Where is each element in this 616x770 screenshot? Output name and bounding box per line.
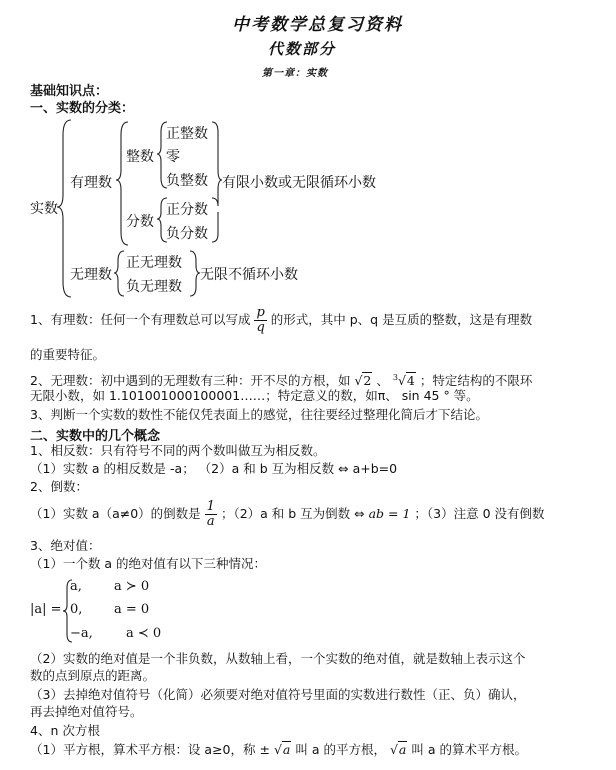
item1-text-b: 的形式，其中 p、q 是互质的整数，这是有理数 (270, 312, 533, 327)
reciprocal-text-a: （1）实数 a（a≠0）的倒数是 (30, 506, 201, 521)
section2-heading: 二、实数中的几个概念 (30, 429, 161, 444)
root-text-b: 叫 a 的平方根， (295, 742, 386, 757)
node-zero: 零 (166, 149, 180, 165)
piecewise-lhs: |a| = (30, 602, 62, 617)
radicand-a-arith: a (398, 742, 407, 757)
root-line (30, 742, 527, 758)
reciprocal-line (30, 500, 545, 529)
absolute-p3-line1: （3）去掉绝对值符号（化简）必须要对绝对值符号里面的实数进行数性（正、负）确认， (30, 687, 526, 702)
case1-value: a, (70, 579, 82, 594)
node-real: 实数 (30, 201, 58, 217)
case3-value: −a, (70, 626, 93, 641)
root-text-c: 叫 a 的算术平方根。 (411, 742, 527, 757)
absolute-p3-line2: 再去掉绝对值符号。 (30, 704, 143, 719)
absolute-line1: （1）一个数 a 的绝对值有以下三种情况： (30, 556, 267, 571)
reciprocal-heading: 2、倒数： (30, 479, 88, 494)
node-nonrepeating: 无限不循环小数 (200, 267, 298, 283)
item3-line: 3、判断一个实数的数性不能仅凭表面上的感觉，往往要经过整理化简后才下结论。 (30, 407, 488, 422)
section1-heading: 一、实数的分类： (30, 101, 135, 116)
brace-fraction-right-low (212, 212, 218, 242)
case1-condition: a ≻ 0 (114, 579, 150, 594)
sqrt-2: √2 (354, 373, 372, 389)
node-negative-integer: 负整数 (166, 173, 208, 189)
reciprocal-text-b: ；（2）a 和 b 互为倒数 ⇔ (220, 506, 365, 521)
brace-irrational (114, 251, 124, 296)
item2-line (30, 370, 532, 389)
root-text-a: （1）平方根，算术平方根：设 a≥0，称 ± (30, 742, 270, 757)
case3-condition: a ≺ 0 (126, 626, 162, 641)
node-fraction: 分数 (126, 214, 154, 230)
item2-line2: 无限小数，如 1.101001000100001……；特定意义的数，如π、 sin 45 ° 等。 (30, 388, 479, 403)
node-positive-fraction: 正分数 (166, 202, 208, 218)
root-index: 3 (392, 373, 398, 382)
item2-text-a: 2、无理数：初中遇到的无理数有三种：开不尽的方根，如 (30, 373, 351, 389)
radicand-4: 4 (406, 373, 415, 389)
node-irrational: 无理数 (70, 267, 112, 283)
fraction-1-over-a (205, 500, 217, 529)
brace-irrational-right (190, 251, 200, 296)
sqrt-a-arith: √a (389, 742, 407, 757)
cube-root-4: $^3$√4 (392, 373, 415, 389)
item1-text-a: 1、有理数：任何一个有理数总可以写成 (30, 312, 251, 327)
chapter-title: 第一章：实数 (262, 68, 328, 79)
absolute-p2-line1: （2）实数的绝对值是一个非负数，从数轴上看，一个实数的绝对值，就是数轴上表示这个 (30, 651, 526, 666)
fraction-denominator: q (256, 320, 265, 335)
item2-text-b: ；特定结构的不限环 (419, 373, 533, 389)
brace-fraction-right (212, 190, 218, 206)
case2-value: 0, (70, 602, 83, 617)
brace-real (57, 120, 71, 297)
opposite-properties: （1）实数 a 的相反数是 -a； （2）a 和 b 互为相反数 ⇔ a+b=0 (30, 461, 398, 476)
node-rational: 有理数 (70, 175, 112, 191)
absolute-p2-line2: 数的点到原点的距离。 (30, 668, 156, 683)
fraction-numerator: 1 (206, 499, 215, 514)
radicand-a: a (282, 742, 291, 757)
doc-subtitle: 代数部分 (268, 40, 337, 58)
reciprocal-text-c: ；（3）注意 0 没有倒数 (414, 506, 545, 521)
basics-heading: 基础知识点： (30, 84, 109, 99)
opposite-definition: 1、相反数：只有符号不同的两个数叫做互为相反数。 (30, 443, 326, 458)
doc-title: 中考数学总复习资料 (232, 15, 403, 35)
node-positive-irrational: 正无理数 (126, 255, 182, 271)
item1-line (30, 306, 532, 335)
item1-line2: 的重要特征。 (30, 347, 106, 362)
brace-integer-right (212, 122, 222, 190)
node-positive-integer: 正整数 (166, 126, 208, 142)
node-integer: 整数 (126, 149, 154, 165)
item2-separator: 、 (376, 373, 389, 389)
fraction-p-over-q (254, 306, 266, 335)
node-negative-irrational: 负无理数 (126, 279, 182, 295)
absolute-heading: 3、绝对值： (30, 538, 101, 553)
fraction-numerator: p (256, 305, 265, 320)
node-finite-decimal: 有限小数或无限循环小数 (222, 175, 376, 191)
radicand-2: 2 (363, 373, 372, 389)
case2-condition: a = 0 (114, 602, 150, 617)
node-negative-fraction: 负分数 (166, 226, 208, 242)
root-heading: 4、n 次方根 (30, 723, 100, 738)
fraction-denominator: a (206, 514, 215, 529)
sqrt-a: √a (273, 742, 291, 757)
reciprocal-equation: ab = 1 (368, 506, 411, 521)
